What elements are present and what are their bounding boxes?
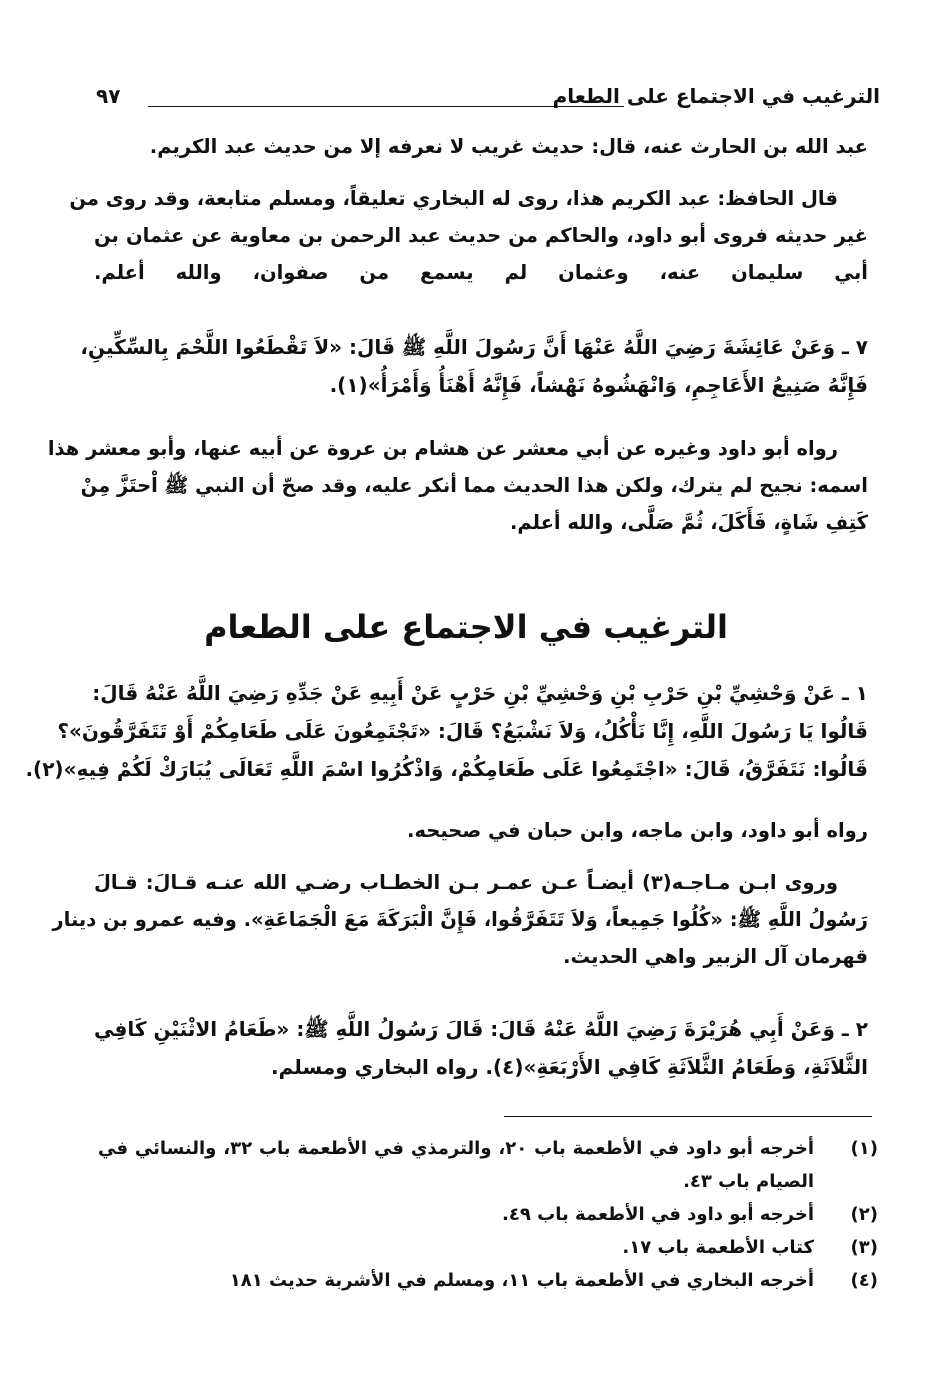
text-line: كَتِفِ شَاةٍ، فَأَكَلَ، ثُمَّ صَلَّى، والله أعلم.	[509, 511, 868, 534]
footnote-number: (٣)	[850, 1237, 878, 1258]
text-line: اسمه: نجيح لم يترك، ولكن هذا الحديث مما أنكر عليه، وقد صحّ أن النبي ﷺ اْحتَزَّ مِنْ	[80, 474, 868, 497]
text-line: قَالُوا يَا رَسُولَ اللَّهِ، إِنَّا نَأْكُلُ، وَلاَ نَشْبَعُ؟ قَالَ: «تَجْتَمِعُونَ عَلَى طَعَامِكُمْ أَوْ تَتَفَرَّقُونَ»؟	[57, 719, 868, 743]
footnote-item	[98, 1132, 878, 1198]
hadith-2	[94, 1010, 868, 1086]
paragraph-hadith-7-commentary	[47, 430, 868, 541]
footnote-number: (٢)	[850, 1204, 878, 1225]
text-line: غير حديثه فروى أبو داود، والحاكم من حديث عبد الرحمن بن معاوية عن عثمان بن	[94, 224, 868, 247]
text-line: الثَّلاَثَةِ، وَطَعَامُ الثَّلاَثَةِ كَافِي الأَرْبَعَةِ»(٤). رواه البخاري ومسلم.	[271, 1055, 868, 1079]
text-line: ٧ ـ وَعَنْ عَائِشَةَ رَضِيَ اللَّهُ عَنْهَا أَنَّ رَسُولَ اللَّهِ ﷺ قَالَ: «لاَ تَقْطَعُوا اللَّحْمَ بِالسِّكِّينِ،	[80, 335, 868, 359]
text-line: قَالُوا: نَتَفَرَّقُ، قَالَ: «اجْتَمِعُوا عَلَى طَعَامِكُمْ، وَاذْكُرُوا اسْمَ اللَّهِ تَعَالَى يُبَارَكْ لَكُمْ فِيهِ»(٢).	[25, 757, 868, 781]
text-line: ٢ ـ وَعَنْ أَبِي هُرَيْرَةَ رَضِيَ اللَّهُ عَنْهُ قَالَ: قَالَ رَسُولُ اللَّهِ ﷺ: «طَعَامُ الاثْنَيْنِ كَافِي	[94, 1017, 868, 1041]
page-number: ٩٧	[96, 84, 121, 108]
paragraph-hafiz-commentary	[69, 180, 868, 291]
footnote-text: كتاب الأطعمة باب ١٧.	[622, 1237, 814, 1258]
text-line: عبد الله بن الحارث عنه، قال: حديث غريب لا نعرفه إلا من حديث عبد الكريم.	[149, 135, 868, 158]
footnote-text: أخرجه أبو داود في الأطعمة باب ٢٠، والترمذي في الأطعمة باب ٣٢، والنسائي في الصيام باب ٤٣.	[98, 1138, 814, 1192]
text-line: رَسُولُ اللَّهِ ﷺ: «كُلُوا جَمِيعاً، وَلاَ تَتَفَرَّقُوا، فَإِنَّ الْبَرَكَةَ مَعَ الْجَمَاعَةِ». وفيه عمرو بن دينار	[52, 908, 868, 931]
footnote-text: أخرجه أبو داود في الأطعمة باب ٤٩.	[502, 1204, 814, 1225]
text-line: رواه أبو داود، وابن ماجه، وابن حبان في صحيحه.	[407, 819, 868, 842]
footnote-text: أخرجه البخاري في الأطعمة باب ١١، ومسلم في الأشربة حديث ١٨١	[229, 1270, 814, 1291]
header-rule	[148, 106, 624, 107]
footnote-item	[98, 1264, 878, 1297]
text-line: قهرمان آل الزبير واهي الحديث.	[563, 945, 868, 968]
text-line: وروى ابـن مـاجـه(٣) أيضـاً عـن عمـر بـن الخطـاب رضـي الله عنـه قـالَ: قـالَ	[94, 871, 839, 894]
paragraph-ibn-majah	[52, 864, 868, 975]
footnote-rule	[504, 1116, 872, 1117]
footnotes	[98, 1132, 878, 1297]
paragraph-hadith-source-note	[94, 128, 868, 165]
text-line: قال الحافظ: عبد الكريم هذا، روى له البخاري تعليقاً، ومسلم متابعة، وقد روى من	[69, 187, 838, 210]
text-line: فَإِنَّهُ صَنِيعُ الأَعَاجِمِ، وَانْهَشُوهُ نَهْشاً، فَإِنَّهُ أَهْنَأُ وَأَمْرَأُ»(١).	[329, 373, 868, 397]
footnote-number: (١)	[850, 1138, 878, 1159]
running-header-title: الترغيب في الاجتماع على الطعام	[552, 84, 880, 108]
hadith-1	[25, 674, 868, 788]
running-header	[96, 84, 880, 114]
text-line: رواه أبو داود وغيره عن أبي معشر عن هشام بن عروة عن أبيه عنها، وأبو معشر هذا	[47, 437, 838, 460]
text-line: ١ ـ عَنْ وَحْشِيِّ بْنِ حَرْبِ بْنِ وَحْشِيِّ بْنِ حَرْبٍ عَنْ أَبِيهِ عَنْ جَدِّهِ رَضِيَ اللَّهُ عَنْهُ قَالَ:	[92, 681, 868, 705]
paragraph-hadith-1-source	[94, 812, 868, 849]
section-title: الترغيب في الاجتماع على الطعام	[204, 608, 728, 646]
footnote-item	[98, 1198, 878, 1231]
footnote-number: (٤)	[850, 1270, 878, 1291]
text-line: أبي سليمان عنه، وعثمان لم يسمع من صفوان، والله أعلم.	[94, 261, 868, 284]
footnote-item	[98, 1231, 878, 1264]
hadith-7	[80, 328, 868, 404]
